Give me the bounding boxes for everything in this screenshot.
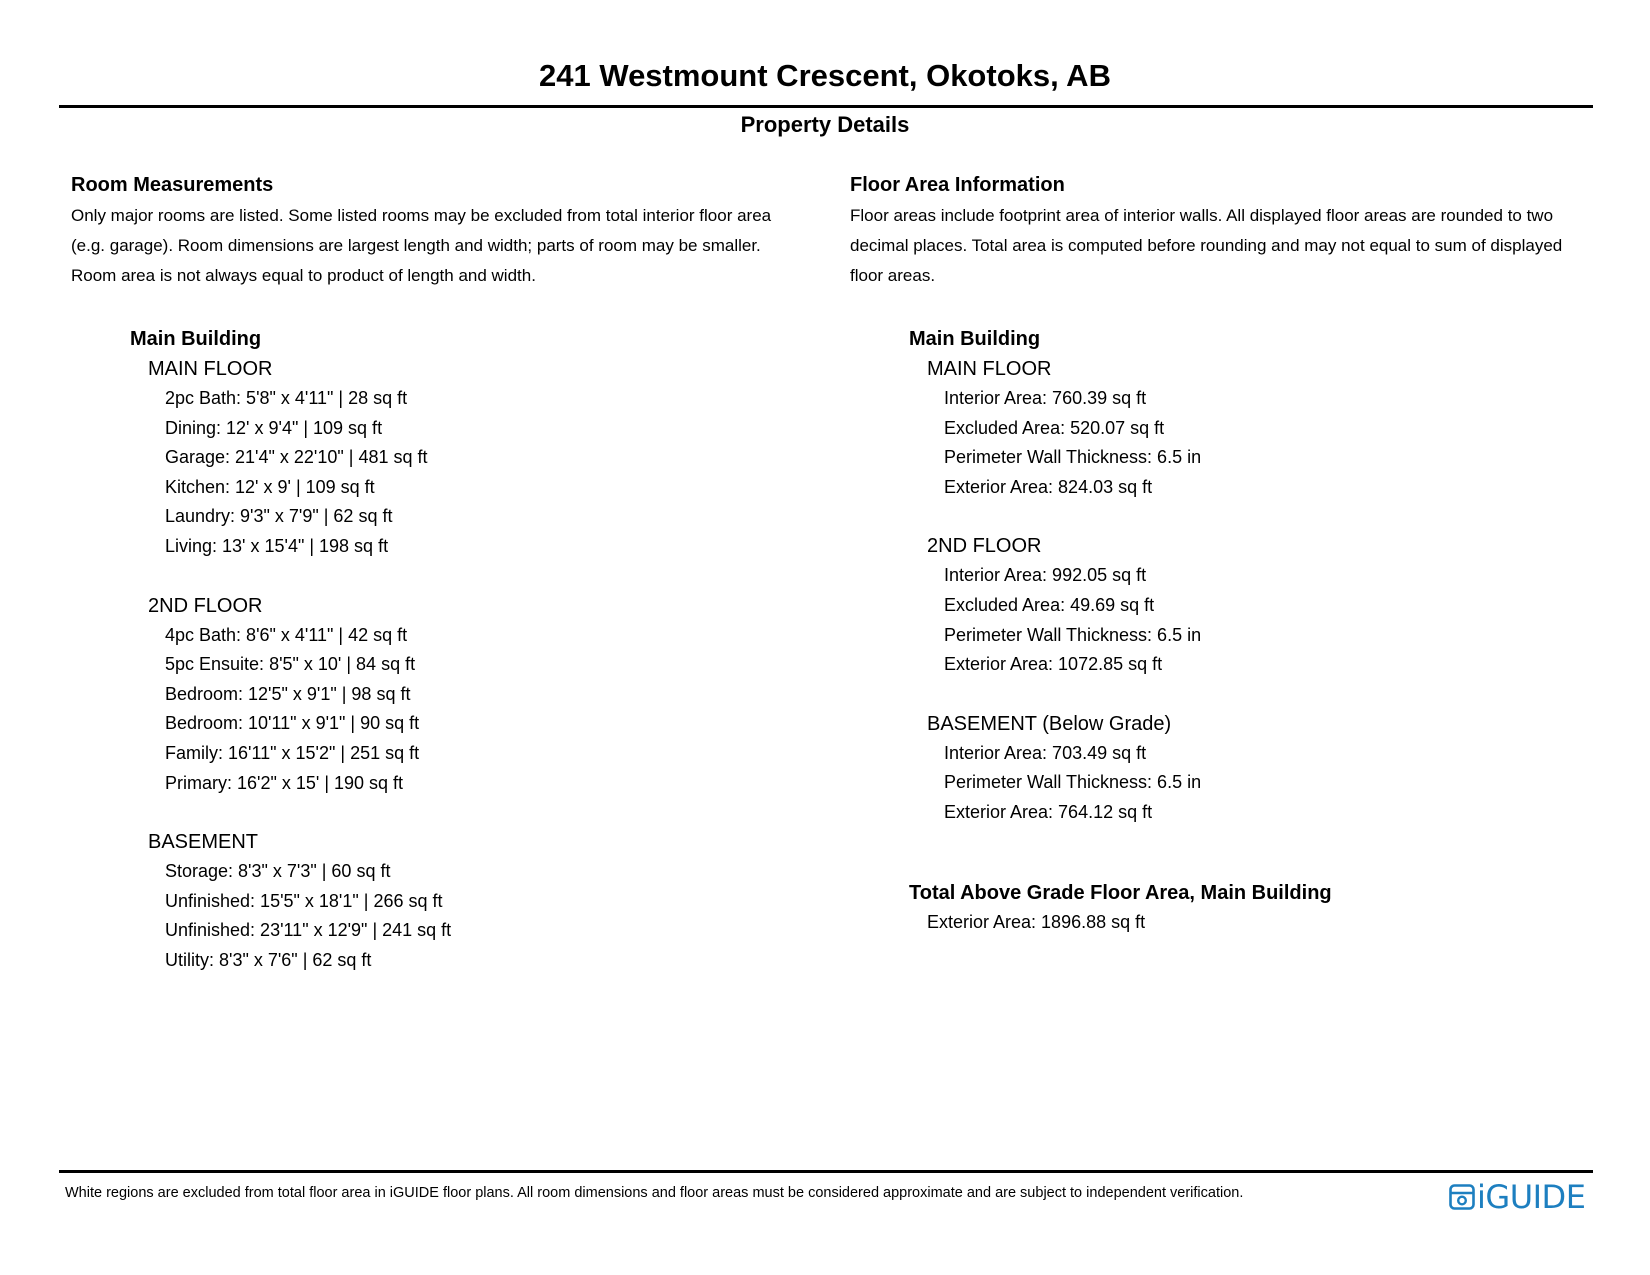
total-area-block (909, 879, 1610, 938)
room-item: 5pc Ensuite: 8'5" x 10' | 84 sq ft (165, 654, 416, 675)
room-item: 2pc Bath: 5'8" x 4'11" | 28 sq ft (165, 388, 408, 408)
room-list (165, 384, 831, 562)
floor-area-2nd (927, 531, 1610, 679)
room-item: Unfinished: 23'11" x 12'9" | 241 sq ft (165, 920, 452, 941)
area-item: Exterior Area: 1072.85 sq ft (944, 654, 1163, 675)
area-item: Excluded Area: 520.07 sq ft (944, 417, 1165, 438)
area-item: Exterior Area: 764.12 sq ft (944, 801, 1153, 822)
room-item: Dining: 12' x 9'4" | 109 sq ft (165, 417, 383, 438)
floor-name: BASEMENT (148, 831, 259, 854)
area-item: Interior Area: 760.39 sq ft (944, 388, 1147, 408)
floor-area-section (850, 171, 1610, 937)
room-list (165, 857, 831, 975)
floor-area-basement (927, 709, 1610, 828)
footer-divider (59, 1170, 1593, 1173)
footer-disclaimer: White regions are excluded from total floor area in iGUIDE floor plans. All room dimensions and floor areas must be considered approximate and are subject to independent verification. (65, 1185, 1244, 1201)
floor-block-2nd (148, 591, 831, 799)
floor-block-basement (148, 827, 831, 975)
area-item: Excluded Area: 49.69 sq ft (944, 594, 1155, 615)
description-line: floor areas. (850, 266, 936, 285)
room-item: Bedroom: 12'5" x 9'1" | 98 sq ft (165, 683, 411, 704)
floor-name: MAIN FLOOR (927, 358, 1052, 380)
description-line: (e.g. garage). Room dimensions are largest length and width; parts of room may be smaller. (71, 236, 761, 255)
area-item: Perimeter Wall Thickness: 6.5 in (944, 624, 1202, 645)
area-list (944, 561, 1610, 679)
building-name: Main Building (909, 328, 1041, 350)
room-item: Unfinished: 15'5" x 18'1" | 266 sq ft (165, 890, 443, 911)
page-title: 241 Westmount Crescent, Okotoks, AB (539, 58, 1111, 93)
total-area-value: Exterior Area: 1896.88 sq ft (927, 911, 1146, 932)
area-item: Perimeter Wall Thickness: 6.5 in (944, 447, 1202, 468)
page-subtitle: Property Details (740, 112, 910, 137)
iguide-logo-icon (1449, 1184, 1475, 1210)
area-item: Interior Area: 992.05 sq ft (944, 565, 1147, 586)
description-line: Floor areas include footprint area of interior walls. All displayed floor areas are rounded to two (850, 206, 1554, 225)
floor-area-heading: Floor Area Information (850, 174, 1065, 196)
room-item: Living: 13' x 15'4" | 198 sq ft (165, 535, 389, 556)
floor-area-description (850, 201, 1610, 291)
description-line: decimal places. Total area is computed before rounding and may not equal to sum of displayed (850, 236, 1563, 255)
building-name: Main Building (130, 328, 262, 350)
area-item: Exterior Area: 824.03 sq ft (944, 476, 1153, 497)
room-list (165, 621, 831, 799)
room-item: Utility: 8'3" x 7'6" | 62 sq ft (165, 949, 372, 970)
description-line: Only major rooms are listed. Some listed rooms may be excluded from total interior floor area (71, 206, 772, 225)
room-item: 4pc Bath: 8'6" x 4'11" | 42 sq ft (165, 624, 408, 645)
room-item: Family: 16'11" x 15'2" | 251 sq ft (165, 742, 420, 763)
floor-name: MAIN FLOOR (148, 358, 273, 380)
building-block (909, 325, 1610, 828)
room-item: Primary: 16'2" x 15' | 190 sq ft (165, 772, 404, 793)
room-item: Laundry: 9'3" x 7'9" | 62 sq ft (165, 506, 393, 527)
title-divider (59, 105, 1593, 108)
floor-area-main (927, 354, 1610, 502)
iguide-logo-text: iGUIDE (1477, 1178, 1586, 1216)
iguide-logo (1449, 1178, 1586, 1216)
building-block (130, 325, 831, 976)
area-item: Interior Area: 703.49 sq ft (944, 742, 1147, 763)
room-item: Kitchen: 12' x 9' | 109 sq ft (165, 476, 375, 497)
floor-name: 2ND FLOOR (148, 594, 263, 617)
area-item: Perimeter Wall Thickness: 6.5 in (944, 772, 1202, 793)
floor-name: BASEMENT (Below Grade) (927, 712, 1172, 735)
floor-name: 2ND FLOOR (927, 535, 1042, 558)
room-item: Bedroom: 10'11" x 9'1" | 90 sq ft (165, 713, 420, 734)
area-list (944, 384, 1610, 502)
total-area-heading: Total Above Grade Floor Area, Main Building (909, 881, 1332, 904)
area-list (944, 739, 1610, 828)
floor-block-main (148, 354, 831, 562)
room-item: Storage: 8'3" x 7'3" | 60 sq ft (165, 861, 391, 882)
room-item: Garage: 21'4" x 22'10" | 481 sq ft (165, 447, 428, 468)
room-measurements-heading: Room Measurements (71, 174, 274, 196)
room-measurements-description (71, 201, 831, 291)
room-measurements-section (71, 171, 831, 976)
description-line: Room area is not always equal to product of length and width. (71, 266, 536, 285)
